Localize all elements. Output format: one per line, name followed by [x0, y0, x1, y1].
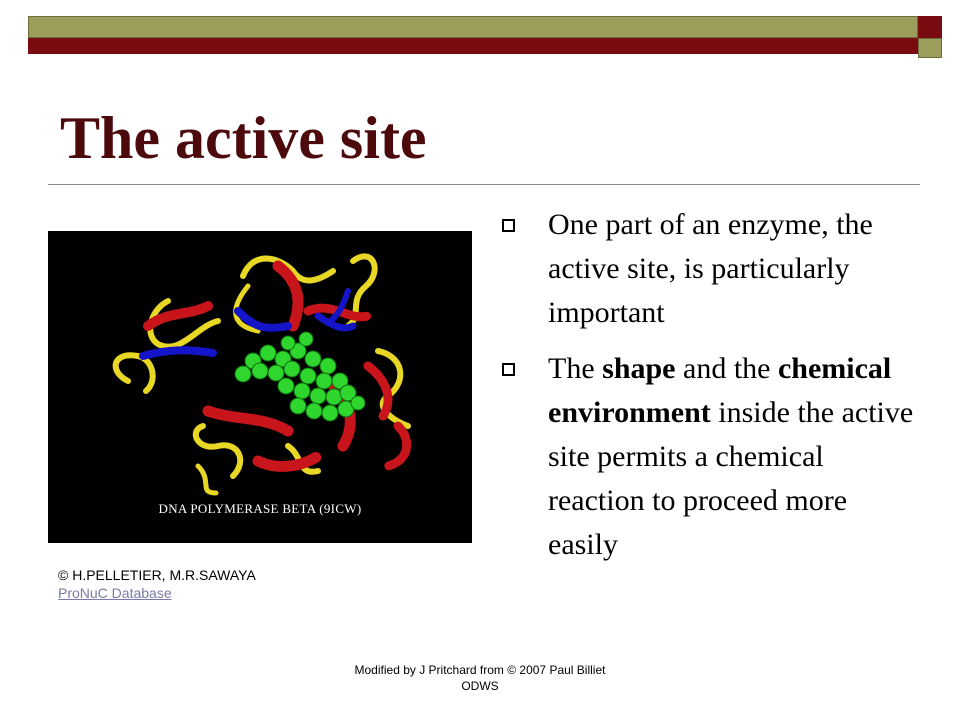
corner-olive-square	[918, 38, 942, 58]
square-bullet-icon	[502, 219, 515, 232]
bullet-text: One part of an enzyme, the active site, is particularly important	[548, 208, 873, 329]
square-bullet-icon	[502, 363, 515, 376]
header-decoration-bar	[28, 16, 918, 54]
image-credit	[58, 566, 256, 602]
protein-ribbon-illustration	[48, 231, 472, 543]
footer-line: ODWS	[461, 679, 499, 693]
bullet-item	[500, 203, 920, 335]
bullet-item	[500, 347, 920, 567]
credit-text: © H.PELLETIER, M.R.SAWAYA	[58, 567, 256, 583]
corner-red-square	[918, 16, 942, 38]
header-olive-stripe	[28, 16, 918, 38]
slide-title: The active site	[60, 105, 427, 171]
header-red-stripe	[28, 38, 918, 54]
figure-caption: DNA POLYMERASE BETA (9ICW)	[158, 501, 362, 516]
bullet-emphasis-shape: shape	[602, 352, 676, 385]
protein-structure-image	[48, 231, 472, 543]
header-corner-block	[918, 16, 942, 58]
title-divider	[48, 184, 920, 185]
bullet-text-part: inside the active site permits a chemical reaction to proceed more easily	[548, 396, 914, 561]
bullet-emphasis-chemical-environment: chemical environment	[548, 352, 892, 429]
bullet-list	[500, 203, 920, 579]
pronuc-database-link[interactable]: ProNuC Database	[58, 585, 172, 601]
bullet-text-part: The	[548, 352, 603, 385]
slide-footer	[0, 662, 960, 694]
footer-line: Modified by J Pritchard from © 2007 Paul Billiet	[354, 663, 606, 677]
bullet-text-part: and the	[675, 352, 778, 385]
